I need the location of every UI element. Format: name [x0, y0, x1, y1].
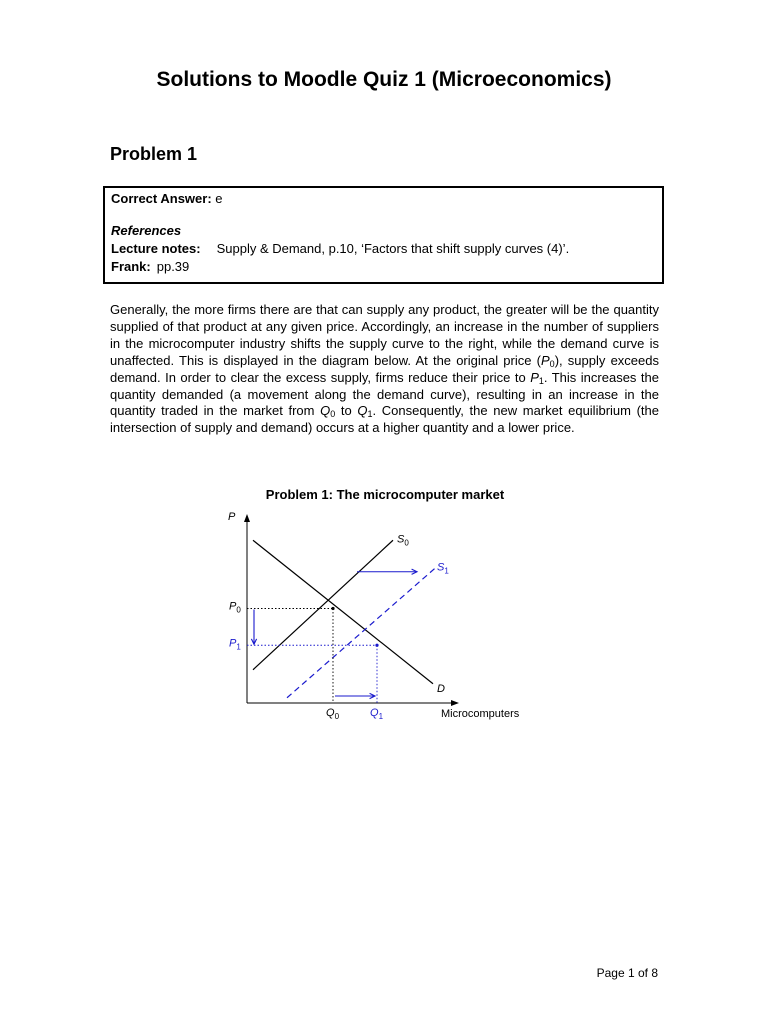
- series-line-s0: [253, 540, 393, 670]
- lecture-notes-label: Lecture notes:: [111, 241, 201, 256]
- curve-label-s1: $S_1$: [437, 561, 449, 576]
- frank-label: Frank:: [111, 259, 151, 274]
- series-line-s1: [287, 568, 435, 698]
- supply-shift-arrow: [357, 569, 417, 574]
- references-label: References: [111, 223, 182, 238]
- quantity-label-e1: $Q_1$: [370, 707, 384, 721]
- y-axis-label: P: [228, 511, 236, 523]
- document-title: Solutions to Moodle Quiz 1 (Microeconomics): [156, 68, 612, 91]
- chart-title: Problem 1: The microcomputer market: [265, 487, 505, 502]
- page-number: Page 1 of 8: [596, 966, 658, 980]
- curve-label-s0: $S_0$: [397, 533, 409, 548]
- correct-answer-value: e: [215, 191, 223, 206]
- x-axis-label: Microcomputers: [441, 708, 520, 720]
- price-fall-arrow: [251, 610, 256, 645]
- quantity-rise-arrow: [335, 693, 375, 698]
- price-label-e1: $P_1$: [229, 637, 241, 652]
- equilibrium-point-e1: [375, 644, 378, 647]
- correct-answer-label: Correct Answer:: [111, 191, 212, 206]
- series-line-d: [253, 540, 433, 684]
- equilibrium-point-e0: [331, 607, 334, 610]
- problem-heading: Problem 1: [110, 144, 198, 164]
- lecture-notes-value: Supply & Demand, p.10, ‘Factors that shift supply curves (4)’.: [216, 241, 570, 256]
- quantity-label-e0: $Q_0$: [326, 707, 340, 721]
- y-axis-arrowhead: [244, 514, 250, 522]
- price-label-e0: $P_0$: [229, 600, 241, 615]
- frank-value: pp.39: [156, 259, 190, 274]
- explanation-paragraph: Generally, the more firms there are that can supply any product, the greater will be the quantity supplied of that product at any given price. Accordingly, an increase in the number of suppliers in the microcomputer industry shifts the supply curve to the right, while the demand curve is unaffected. This is displayed in the diagram below. At the original price $(P_0)$, supply exceeds demand. In order to clear the excess supply, firms reduce their price to $P_1$. This increases the quantity demanded (a movement along the demand curve), resulting in an increase in the quantity traded in the market from $Q_0$ to $Q_1$. Consequently, the new market equilibrium (the intersection of supply and demand) occurs at a higher quantity and a lower price.: [110, 302, 660, 436]
- x-axis-arrowhead: [451, 700, 459, 706]
- curve-label-d: D: [437, 682, 445, 695]
